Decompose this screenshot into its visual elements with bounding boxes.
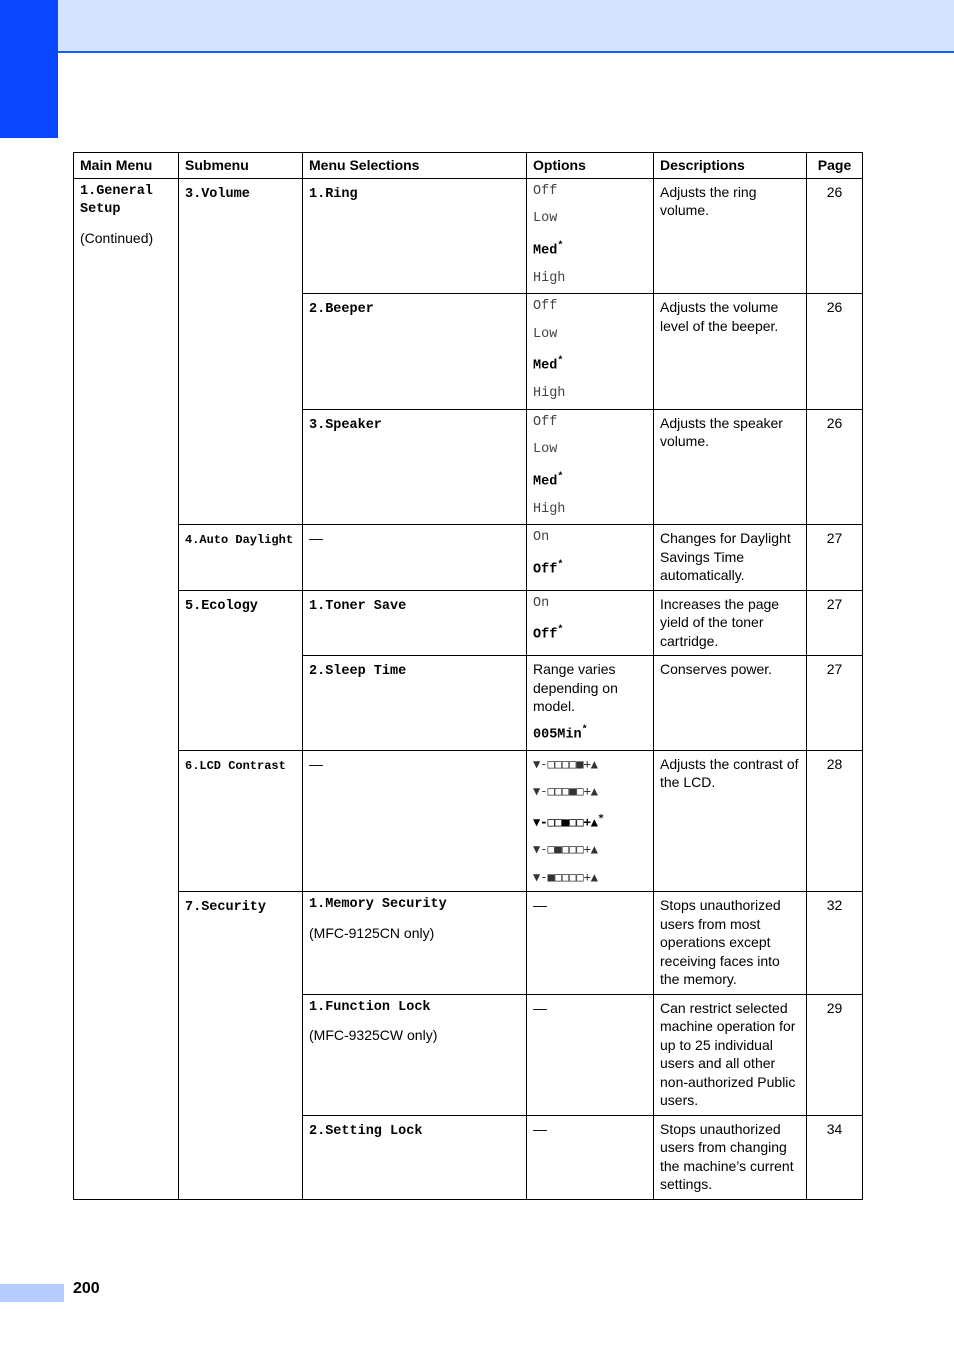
option-off-default: Off* [533,625,564,643]
submenu-security: 7.Security [185,900,267,915]
selection-cell [303,994,527,1115]
selection-function-lock: 1.Function Lock [309,999,431,1015]
header-options: Options [527,153,654,179]
selection-cell [303,178,527,294]
option-off: Off [533,299,558,314]
option-high: High [533,501,566,517]
option-med-default: Med* [533,471,564,489]
option-high: High [533,270,566,286]
option-low: Low [533,326,558,342]
contrast-level-1: ▼-■□□□□+▲ [533,869,599,884]
option-on: On [533,595,550,611]
table-row [74,892,863,995]
page-cell: 26 [807,409,863,525]
option-low: Low [533,442,558,457]
selection-beeper: 2.Beeper [309,302,374,317]
description-cell: Adjusts the speaker volume. [654,409,807,525]
option-med-default: Med* [533,356,564,374]
selection-speaker: 3.Speaker [309,417,382,433]
page-cell: 29 [807,994,863,1115]
header-menu-selections: Menu Selections [303,153,527,179]
options-cell: — [527,994,654,1115]
description-cell: Adjusts the ring volume. [654,178,807,294]
option-low: Low [533,211,558,226]
description-cell: Adjusts the contrast of the LCD. [654,750,807,892]
submenu-volume: 3.Volume [185,186,250,202]
option-range-note: Range varies depending on model. [533,661,618,714]
options-cell: — [527,1115,654,1199]
header-band [57,0,954,53]
header-descriptions: Descriptions [654,153,807,179]
contrast-level-3-default: ▼-□□■□□+▲* [533,812,605,829]
submenu-cell [179,178,303,525]
table-row [74,525,863,591]
model-note: (MFC-9325CW only) [309,1027,438,1043]
page-cell: 27 [807,656,863,751]
option-off: Off [533,414,558,430]
header-row [74,153,863,179]
contrast-level-2: ▼-□■□□□+▲ [533,842,599,856]
options-cell [527,525,654,591]
page-cell: 27 [807,525,863,591]
footer-band [0,1284,64,1302]
option-on: On [533,530,550,545]
selection-cell: — [303,525,527,591]
table-row [74,750,863,892]
description-cell: Changes for Daylight Savings Time automatically. [654,525,807,591]
page-cell: 34 [807,1115,863,1199]
table-row [74,590,863,656]
submenu-lcd-contrast: 6.LCD Contrast [185,758,286,773]
options-cell [527,409,654,525]
main-menu-cell [74,178,179,1199]
options-cell [527,590,654,656]
description-cell: Increases the page yield of the toner cartridge. [654,590,807,656]
options-cell [527,750,654,892]
page-cell: 26 [807,294,863,410]
description-cell: Can restrict selected machine operation for up to 25 individual users and all other non-authorized Public users. [654,994,807,1115]
selection-cell [303,590,527,656]
page-cell: 32 [807,892,863,995]
contrast-level-5: ▼-□□□□■+▲ [533,756,599,771]
description-cell: Conserves power. [654,656,807,751]
options-cell [527,656,654,751]
description-cell: Stops unauthorized users from changing the machine’s current settings. [654,1115,807,1199]
submenu-auto-daylight: 4.Auto Daylight [185,533,294,547]
header-page: Page [807,153,863,179]
options-cell [527,178,654,294]
submenu-cell [179,590,303,750]
settings-menu-table [73,152,863,1200]
submenu-cell [179,892,303,1200]
submenu-cell [179,750,303,892]
option-high: High [533,386,566,401]
selection-cell [303,294,527,410]
selection-cell [303,1115,527,1199]
options-cell [527,294,654,410]
model-note: (MFC-9125CN only) [309,924,435,941]
selection-cell [303,892,527,995]
description-cell: Adjusts the volume level of the beeper. [654,294,807,410]
submenu-ecology: 5.Ecology [185,598,258,614]
options-cell: — [527,892,654,995]
submenu-cell [179,525,303,591]
page-cell: 28 [807,750,863,892]
page-cell: 27 [807,590,863,656]
option-off: Off [533,183,558,199]
page-number: 200 [73,1280,100,1297]
page-cell: 26 [807,178,863,294]
selection-sleep-time: 2.Sleep Time [309,664,407,679]
selection-cell: — [303,750,527,892]
option-005min-default: 005Min* [533,724,588,742]
header-main-menu: Main Menu [74,153,179,179]
table-row [74,178,863,294]
selection-setting-lock: 2.Setting Lock [309,1123,423,1139]
option-med-default: Med* [533,240,564,258]
selection-ring: 1.Ring [309,186,358,202]
continued-label: (Continued) [80,229,154,246]
header-submenu: Submenu [179,153,303,179]
option-off-default: Off* [533,559,564,577]
contrast-level-4: ▼-□□□■□+▲ [533,784,599,798]
selection-toner-save: 1.Toner Save [309,598,407,614]
selection-cell [303,656,527,751]
chapter-tab [0,0,58,138]
selection-cell [303,409,527,525]
description-cell: Stops unauthorized users from most operations except receiving faces into the memory. [654,892,807,995]
main-menu-label: 1.General Setup [80,183,153,217]
selection-memory-security: 1.Memory Security [309,897,447,912]
